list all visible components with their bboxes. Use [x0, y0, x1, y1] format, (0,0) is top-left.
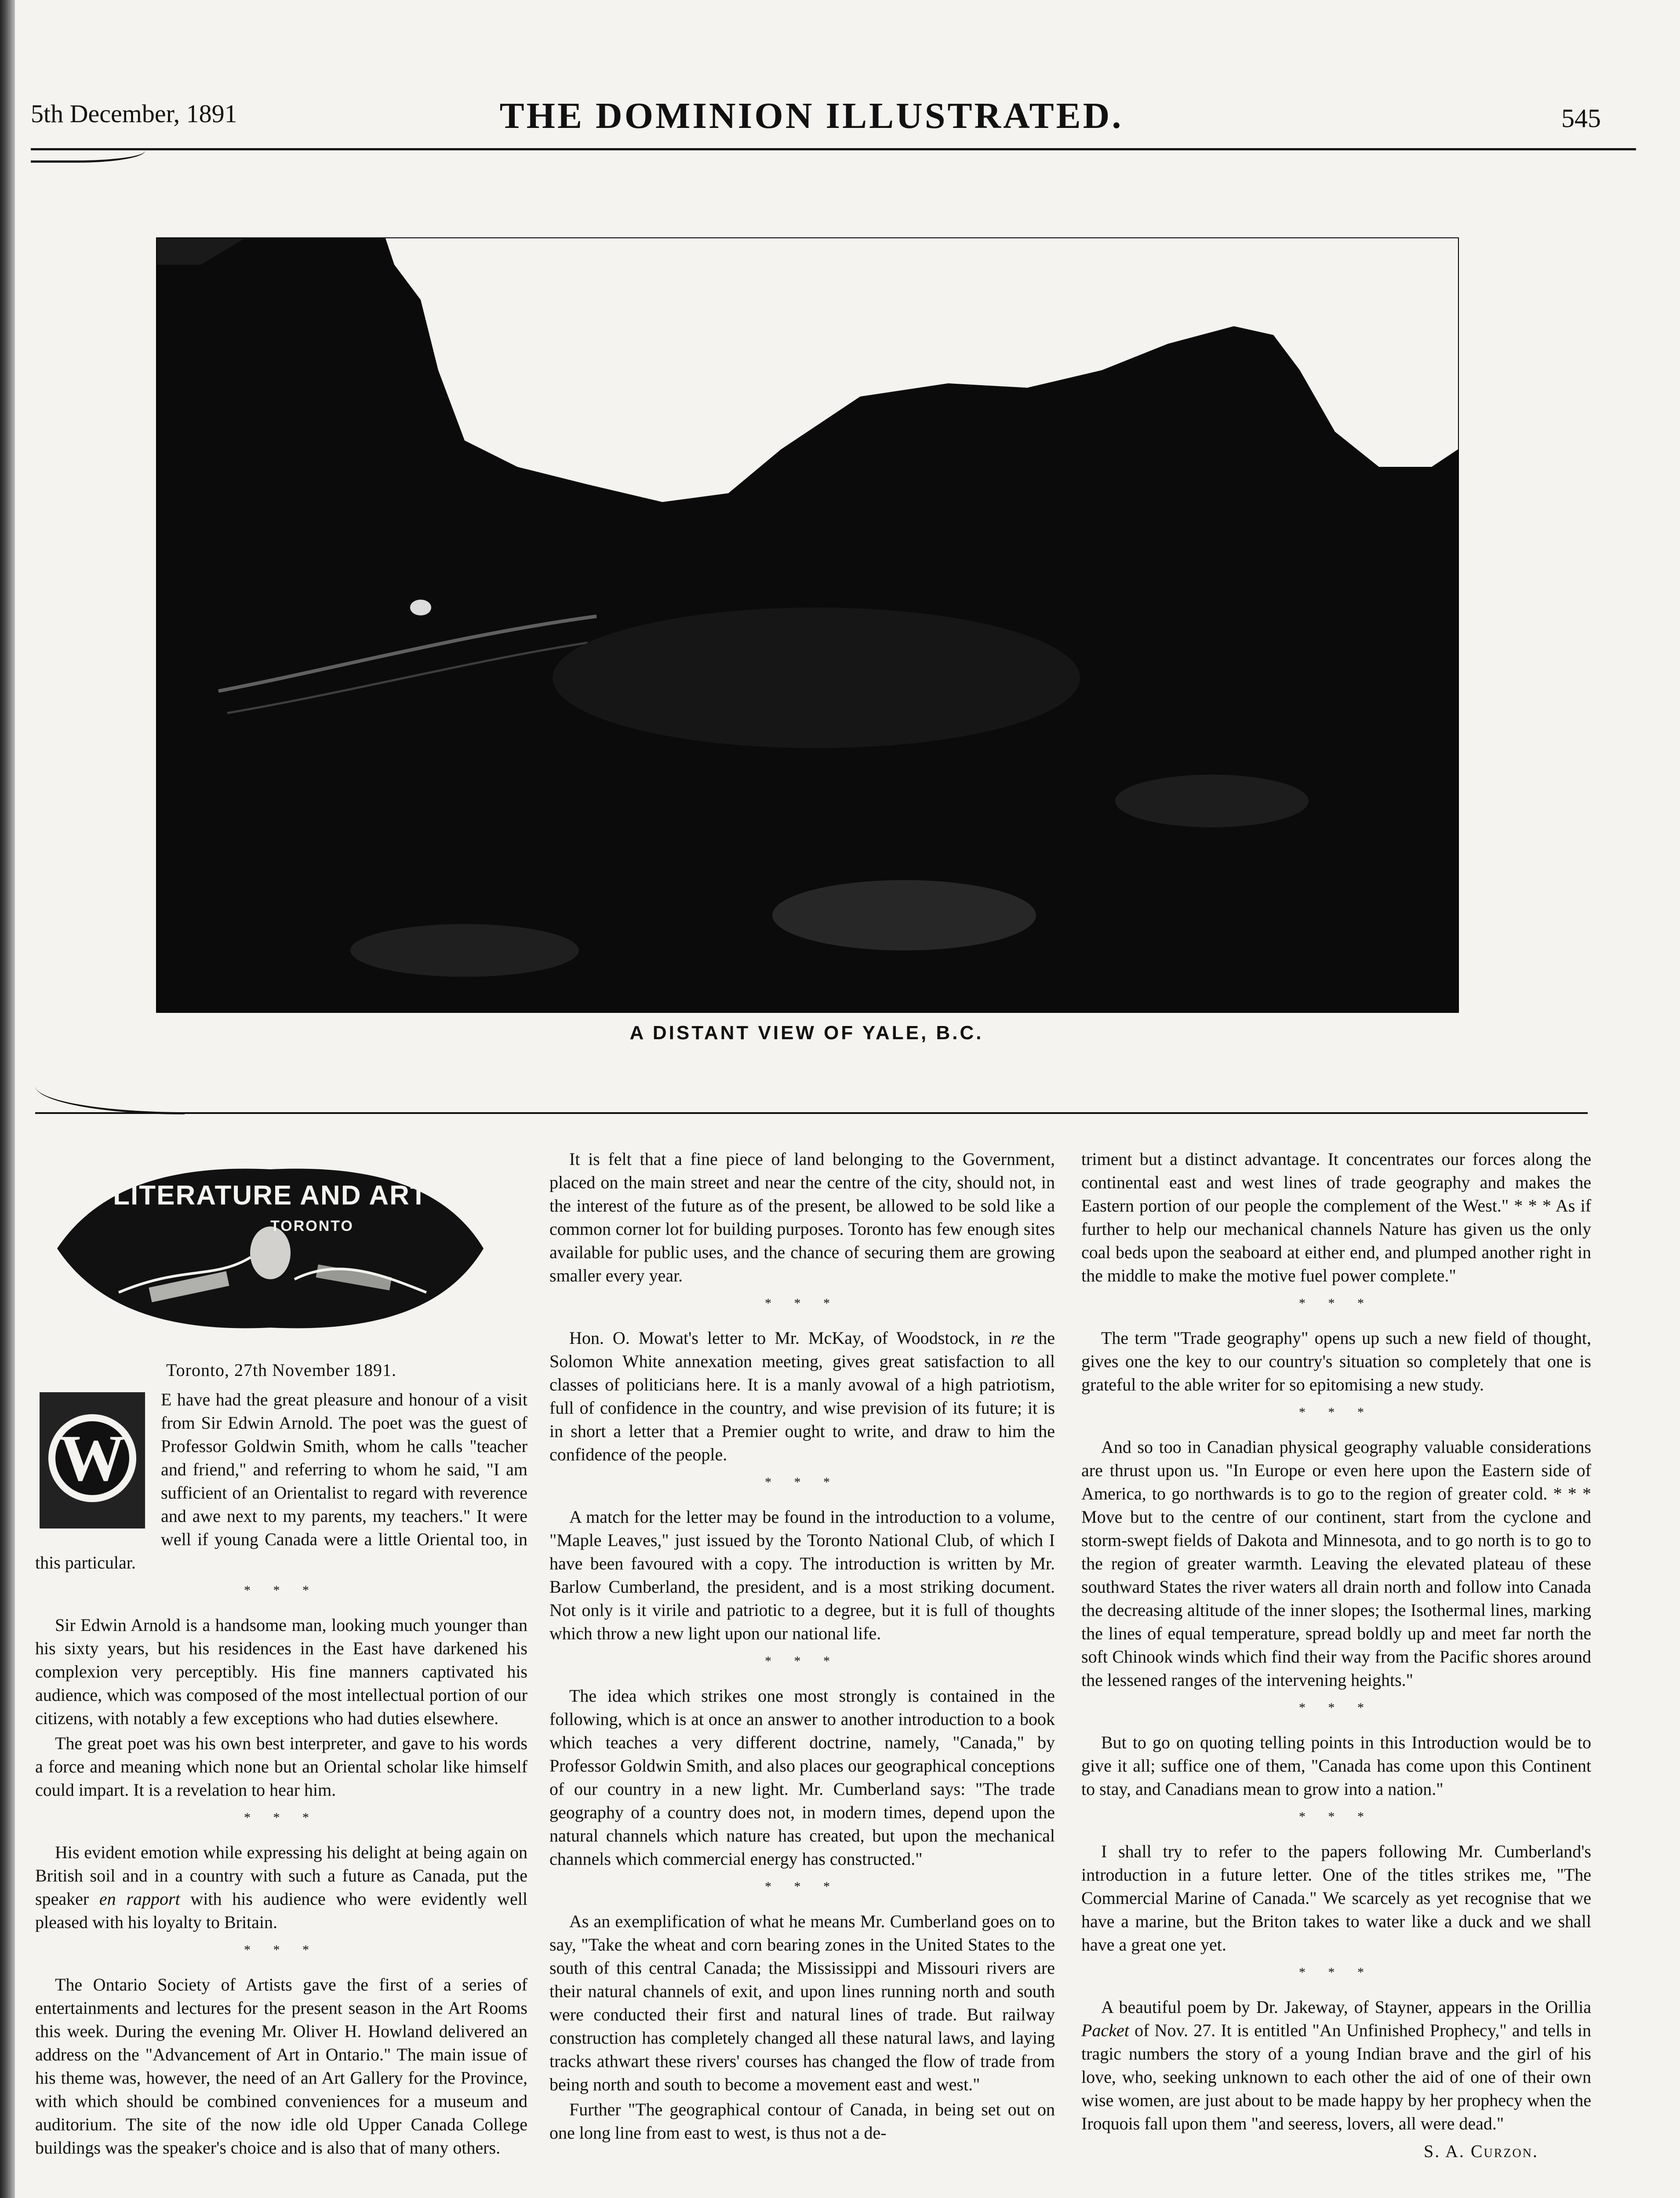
banner-title: LITERATURE AND ART: [113, 1180, 428, 1211]
section-separator: * * *: [765, 1879, 840, 1894]
column-1: [35, 1147, 527, 2161]
header-swash: [31, 143, 145, 163]
binding-edge: [0, 0, 15, 2198]
section-separator: * * *: [1299, 1296, 1374, 1310]
section-separator: * * *: [1299, 1809, 1374, 1824]
italic-packet: Packet: [1081, 2020, 1129, 2040]
paragraph-maple-leaves: A match for the letter may be found in the introduction to a volume, "Maple Leaves," just issued by the Toronto National Club, of which I have been favoured with a copy. The introduction is written by Mr. Barlow Cumberland, the president, and is a most striking document. Not only is it virile and patriotic to a degree, but it is full of thoughts which throw a new light upon our national life.: [549, 1507, 1055, 1643]
paragraph-ontario-artists: The Ontario Society of Artists gave the first of a series of entertainments and lectures for the present season in the Art Rooms this week. During the evening Mr. Oliver H. Howland delivered an address on the "Advancement of Art in Ontario." The main issue of his theme was, however, the need of an Art Gallery for the Province, with which should be combined conveniences for a museum and auditorium. The site of the now idle old Upper Canada College buildings was the speaker's choice and is also that of many others.: [35, 1975, 527, 2158]
section-separator: * * *: [1299, 1700, 1374, 1715]
section-rule: [35, 1112, 1588, 1114]
paragraph-distinct-advantage: triment but a distinct advantage. It concentrates our forces along the continental east and west lines of trade geography and makes the Eastern portion of our people the complement of the West." * * * As if further to help our mechanical channels Nature has given us the only coal beds upon the seaboard at either end, and plumped another right in the middle to make the motive fuel power complete.": [1081, 1149, 1591, 1285]
dateline: Toronto, 27th November 1891.: [166, 1360, 396, 1380]
paragraph-trade-geography-term: The term "Trade geography" opens up such a new field of thought, gives one the key to our country's situation so completely that one is grateful to the able writer for so epitomising a new study.: [1081, 1328, 1591, 1394]
dropcap-letter: W: [59, 1422, 125, 1495]
paragraph-geographical-contour: Further "The geographical contour of Canada, in being set out on one long line from east to west, is thus not a de-: [549, 2100, 1055, 2143]
paragraph-great-poet: The great poet was his own best interpreter, and gave to his words a force and meaning which none but an Oriental scholar like himself could impart. It is a revelation to hear him.: [35, 1733, 527, 1800]
literature-and-art-banner: [48, 1147, 492, 1341]
paragraph-arnold-appearance: Sir Edwin Arnold is a handsome man, looking much younger than his sixty years, but his residences in the East have darkened his complexion very perceptibly. His fine manners captivated his audience, which was composed of the most intellectual portion of our citizens, with notably a few exceptions who had duties elsewhere.: [35, 1615, 527, 1728]
page-header: [31, 81, 1601, 147]
issue-date: 5th December, 1891: [31, 99, 237, 128]
photograph-yale-bc: [156, 237, 1459, 1013]
paragraph-jakeway-poem: A beautiful poem by Dr. Jakeway, of Stayner, appears in the Orillia Packet of Nov. 27. It is entitled "An Unfinished Prophecy," and tells in tragic numbers the story of a young Indian brave and the girl of his love, who, seeking unknown to each other the aid of one of their own wise women, are just about to be made happy by her prophecy when the Iroquois fall upon them "and seeress, lovers, all were dead.": [1081, 1997, 1591, 2133]
paragraph-physical-geography: And so too in Canadian physical geography valuable considerations are thrust upon us. "In Europe or even here upon the Eastern side of America, to go northwards is to go to the region of greater cold. * * * Move but to the centre of our continent, start from the cyclone and storm-swept fields of Dakota and Minnesota, and to go north is to go to the region of greater warmth. Leaving the elevated plateau of these southward States the river waters all drain north and follow into Canada the decreasing altitude of the inner slopes; the Isothermal lines, marking the lines of equal temperature, spread boldly up and meet far north the soft Chinook winds which find their way from the Pacific shores around the lessened ranges of the intervening heights.": [1081, 1437, 1591, 1690]
paragraph-arnold-visit: E have had the great pleasure and honour of a visit from Sir Edwin Arnold. The poet was the guest of Professor Goldwin Smith, whom he calls "teacher and friend," and referring to whom he said, "I am sufficient of an Orientalist to regard with reverence and awe next to my parents, my teachers." It were well if young Canada were a little Oriental too, in this particular.: [35, 1390, 527, 1572]
italic-re: re: [1011, 1328, 1025, 1348]
page-number: 545: [1561, 104, 1601, 133]
paragraph-exemplification: As an exemplification of what he means Mr. Cumberland goes on to say, "Take the wheat and corn bearing zones in the United States to the south of this central Canada; the Mississippi and Missouri rivers are their natural channels of exit, and upon lines running north and south were conducted their first and natural lines of trade. But railway construction has completely changed all these natural laws, and laying tracks athwart these rivers' courses has changed the flow of trade from being north and south to become a movement east and west.": [549, 1911, 1055, 2094]
section-separator: * * *: [765, 1475, 840, 1489]
section-separator: * * *: [1299, 1405, 1374, 1419]
paragraph-government-land: It is felt that a fine piece of land belonging to the Government, placed on the main street and near the centre of the city, should not, in the interest of the future as of the present, be allowed to be sold like a common corner lot for building purposes. Toronto has few enough sites available for public uses, and the chance of securing them are growing smaller every year.: [549, 1149, 1055, 1285]
dropcap-w-icon: [35, 1388, 149, 1533]
section-swash: [35, 1086, 185, 1114]
section-separator: * * *: [244, 1583, 319, 1598]
italic-phrase: en rapport: [99, 1889, 180, 1909]
opening-paragraph-wrap: [35, 1388, 527, 1574]
masthead-title: THE DOMINION ILLUSTRATED.: [499, 95, 1124, 136]
paragraph-trade-geography: The idea which strikes one most strongly is contained in the following, which is at once an answer to another introduction to a book which teaches a very different doctrine, namely, "Canada," by Professor Goldwin Smith, and also places our geographical conceptions of our country in a new light. Mr. Cumberland says: "The trade geography of a country does not, in modern times, depend upon the natural channels which nature has created, but upon the mechanical channels which commercial energy has constructed.": [549, 1686, 1055, 1869]
section-separator: * * *: [765, 1654, 840, 1668]
mountain-landscape-image: [157, 238, 1458, 1012]
column-3: [1081, 1147, 1591, 2163]
dropcap-ornament: [35, 1388, 149, 1533]
column-2: [549, 1147, 1055, 2146]
paragraph-commercial-marine: I shall try to refer to the papers following Mr. Cumberland's introduction in a future letter. One of the titles strikes me, "The Commercial Marine of Canada." We scarcely as yet recognise that we have a marine, but the Briton takes to water like a duck and we shall have a great one yet.: [1081, 1841, 1591, 1954]
paragraph-mowat-letter: Hon. O. Mowat's letter to Mr. McKay, of Woodstock, in re the Solomon White annexation meeting, gives great satisfaction to all classes of politicians here. It is a manly avowal of a high patriotism, full of confidence in the country, and wise prevision of its future; it is in short a letter that a Premier ought to write, and draw to him the confidence of the people.: [549, 1328, 1055, 1464]
section-separator: * * *: [1299, 1965, 1374, 1980]
author-signature: S. A. Curzon.: [1423, 2141, 1538, 2161]
header-rule: [31, 148, 1636, 150]
paragraph-evident-emotion: His evident emotion while expressing his delight at being again on British soil and in a country with such a future as Canada, put the speaker en rapport with his audience who were evidently well pleased with his loyalty to Britain.: [35, 1842, 527, 1932]
banner-ornament: [48, 1147, 492, 1341]
section-separator: * * *: [244, 1810, 319, 1825]
banner-subtitle: TORONTO: [270, 1218, 354, 1234]
section-separator: * * *: [244, 1943, 319, 1957]
figure-caption: A DISTANT VIEW OF YALE, B.C.: [629, 1022, 984, 1044]
section-separator: * * *: [765, 1296, 840, 1310]
paragraph-quoting-points: But to go on quoting telling points in this Introduction would be to give it all; suffice one of them, "Canada has come upon this Continent to stay, and Canadians mean to grow into a nation.": [1081, 1732, 1591, 1799]
